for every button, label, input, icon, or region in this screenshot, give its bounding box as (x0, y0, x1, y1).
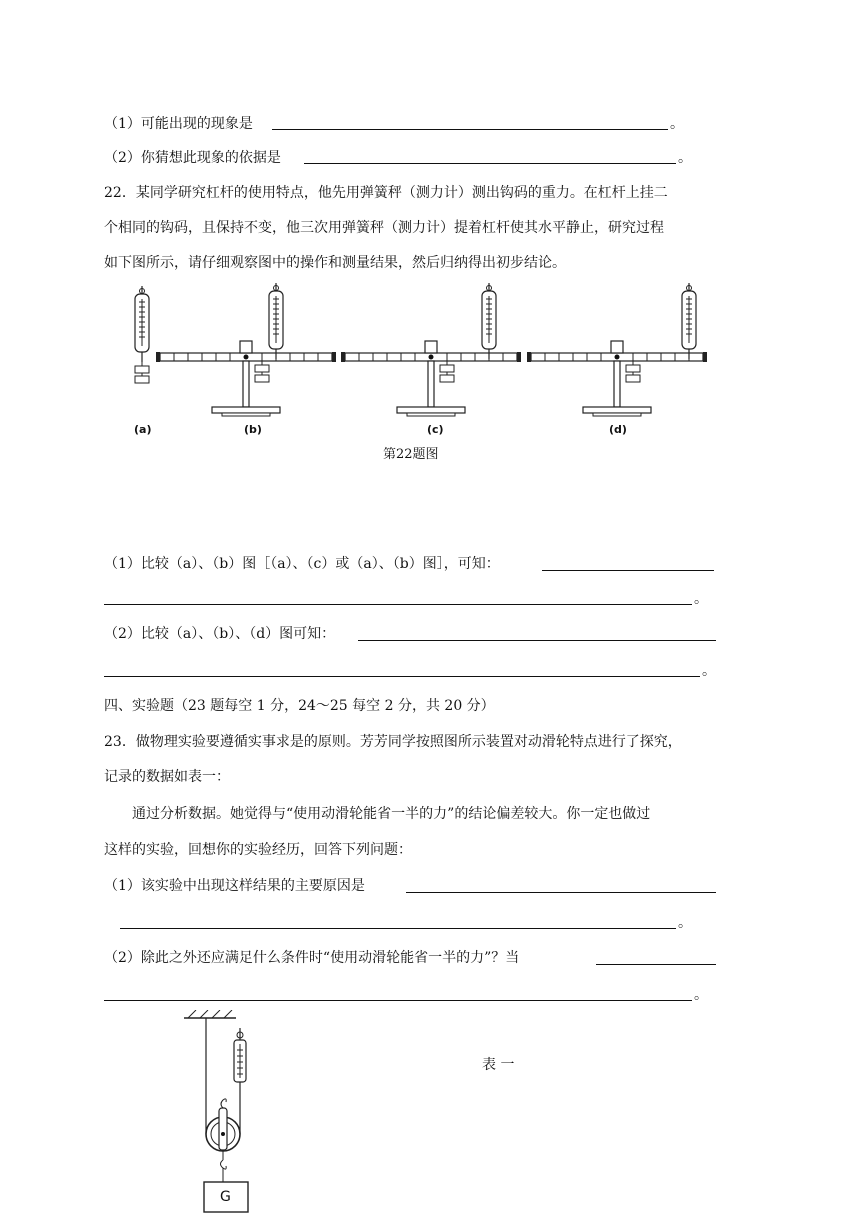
weight-label: G (220, 1189, 231, 1205)
figure-label-d: (d) (609, 423, 627, 436)
q23-text-line-2: 记录的数据如表一： (104, 769, 230, 785)
pulley-figure (180, 1010, 260, 1214)
q23-answer-blank-2a[interactable] (596, 964, 716, 965)
figure-label-b: (b) (244, 423, 262, 436)
q21-answer-blank-1[interactable] (272, 129, 668, 130)
q23-text-line-3: 通过分析数据。她觉得与“使用动滑轮能省一半的力”的结论偏差较大。你一定也做过 (132, 806, 651, 822)
q22-text-line-1: 22．某同学研究杠杆的使用特点，他先用弹簧秤（测力计）测出钩码的重力。在杠杆上挂二 (104, 185, 668, 201)
q21-item-1: （1）可能出现的现象是 (104, 116, 253, 132)
q21-item-2: （2）你猜想此现象的依据是 (104, 150, 281, 166)
q23-item-2: （2）除此之外还应满足什么条件时“使用动滑轮能省一半的力”？当 (104, 950, 520, 966)
q23-text-line-1: 23．做物理实验要遵循实事求是的原则。芳芳同学按照图所示装置对动滑轮特点进行了探究， (104, 734, 682, 750)
q21-period-2: 。 (678, 150, 692, 166)
q22-period-2: 。 (702, 663, 716, 679)
q22-text-line-2: 个相同的钩码，且保持不变，他三次用弹簧秤（测力计）提着杠杆使其水平静止，研究过程 (104, 220, 664, 236)
q23-period-2: 。 (694, 987, 708, 1003)
q22-item-1: （1）比较（a）、（b）图［（a）、（c）或（a）、（b）图］，可知： (104, 556, 500, 572)
q21-answer-blank-2[interactable] (304, 163, 676, 164)
q23-text-line-4: 这样的实验，回想你的实验经历，回答下列问题： (104, 842, 412, 858)
q22-lever-figure (120, 280, 720, 440)
q23-answer-blank-1b[interactable] (120, 928, 676, 929)
table-1-title: 表 一 (482, 1057, 515, 1073)
q21-period-1: 。 (670, 116, 684, 132)
q22-text-line-3: 如下图所示，请仔细观察图中的操作和测量结果，然后归纳得出初步结论。 (104, 255, 566, 271)
q22-item-2: （2）比较（a）、（b）、（d）图可知： (104, 626, 336, 642)
figure-label-a: (a) (134, 423, 152, 436)
q23-item-1: （1）该实验中出现这样结果的主要原因是 (104, 878, 365, 894)
q22-period-1: 。 (694, 591, 708, 607)
q22-answer-blank-2a[interactable] (358, 640, 716, 641)
q23-answer-blank-2b[interactable] (104, 1000, 692, 1001)
figure-label-c: (c) (427, 423, 444, 436)
figure-caption: 第22题图 (383, 447, 439, 462)
section-4-heading: 四、实验题（23 题每空 1 分，24～25 每空 2 分，共 20 分） (104, 698, 495, 714)
q22-answer-blank-1a[interactable] (542, 570, 714, 571)
q23-answer-blank-1a[interactable] (406, 892, 716, 893)
q22-answer-blank-1b[interactable] (104, 604, 692, 605)
q22-answer-blank-2b[interactable] (104, 676, 700, 677)
q23-period-1: 。 (678, 915, 692, 931)
